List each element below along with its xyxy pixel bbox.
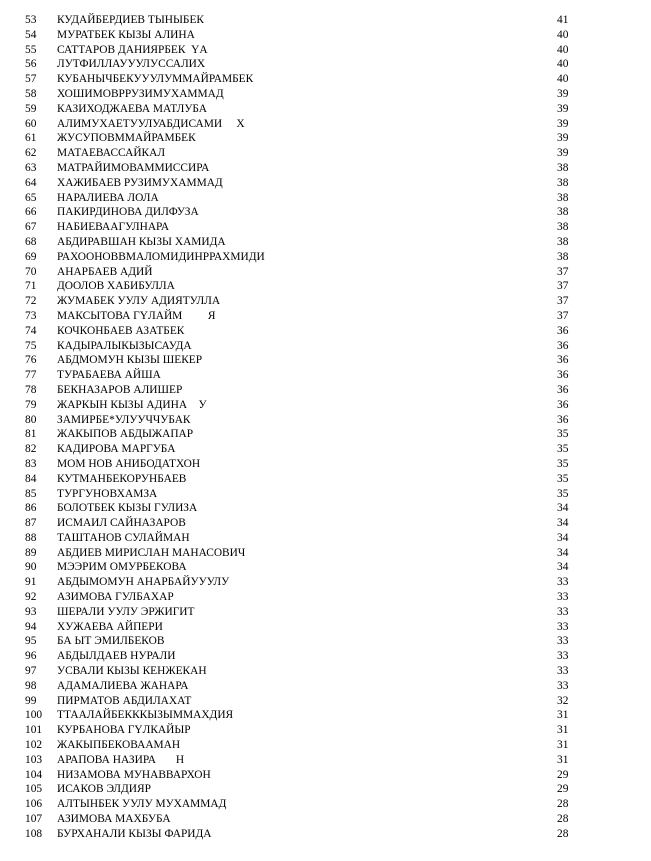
list-row [0,546,651,561]
row-number: 103 [25,753,43,766]
score-value: 41 [557,14,569,26]
student-name: ЖУСУПОВММАЙРАМБЕК [57,132,196,145]
row-number: 67 [25,221,37,234]
row-number: 93 [25,605,37,618]
row-number: 91 [25,576,37,589]
score-value: 36 [557,383,569,396]
row-number: 80 [25,413,37,426]
student-name: БА ЫТ ЭМИЛБЕКОВ [57,635,165,648]
list-row [0,723,651,738]
row-number: 98 [25,679,37,692]
row-number: 63 [25,161,37,174]
student-name: УСВАЛИ КЫЗЫ КЕНЖЕКАН [57,665,207,678]
student-name: ДООЛОВ ХАБИБУЛЛА [57,280,175,293]
list-row [0,87,651,102]
student-name: НАБИЕВААГУЛНАРА [57,221,170,234]
student-name: ХУЖАЕВА АЙПЕРИ [57,620,163,633]
row-number: 53 [25,14,37,26]
row-number: 79 [25,398,37,411]
score-value: 28 [557,813,569,826]
list-row [0,161,651,176]
row-number: 59 [25,102,37,115]
row-number: 82 [25,443,37,456]
list-row [0,487,651,502]
student-name: КУДАЙБЕРДИЕВ ТЫНЫБЕК [57,14,205,26]
row-number: 81 [25,428,37,441]
row-number: 73 [25,309,37,322]
row-number: 95 [25,635,37,648]
list-row [0,827,651,842]
row-number: 90 [25,561,37,574]
student-name: ХОШИМОВРРУЗИМУХАММАД [57,87,224,100]
list-row [0,679,651,694]
student-name: ЖАРКЫН КЫЗЫ АДИНА У [57,398,207,411]
row-number: 77 [25,369,37,382]
score-value: 28 [557,827,569,840]
row-number: 85 [25,487,37,500]
score-value: 33 [557,650,569,663]
row-number: 96 [25,650,37,663]
list-row [0,235,651,250]
student-name: ТТААЛАЙБЕКККЫЗЫММАХДИЯ [57,709,234,722]
student-name: КАДИРОВА МАРГУБА [57,443,176,456]
row-number: 72 [25,295,37,308]
score-value: 33 [557,679,569,692]
list-row [0,620,651,635]
row-number: 68 [25,235,37,248]
list-row [0,560,651,575]
student-name: ЖУМАБЕК УУЛУ АДИЯТУЛЛА [57,295,221,308]
row-number: 74 [25,324,37,337]
list-row [0,28,651,43]
score-value: 31 [557,753,569,766]
row-number: 60 [25,117,37,130]
row-number: 56 [25,58,37,71]
student-name: ХАЖИБАЕВ РУЗИМУХАММАД [57,176,223,189]
list-row [0,768,651,783]
row-number: 69 [25,250,37,263]
score-value: 33 [557,635,569,648]
list-row [0,694,651,709]
list-row [0,131,651,146]
ranking-list [0,13,651,842]
score-value: 38 [557,176,569,189]
student-name: КАЗИХОДЖАЕВА МАТЛУБА [57,102,208,115]
score-value: 39 [557,147,569,160]
row-number: 54 [25,28,37,41]
student-name: ЛУТФИЛЛАУУУЛУССАЛИХ [57,58,206,71]
score-value: 36 [557,339,569,352]
score-value: 29 [557,783,569,796]
score-value: 33 [557,620,569,633]
score-value: 39 [557,102,569,115]
score-value: 39 [557,132,569,145]
score-value: 28 [557,798,569,811]
student-name: ПИРМАТОВ АБДИЛАХАТ [57,694,192,707]
score-value: 33 [557,665,569,678]
row-number: 105 [25,783,43,796]
list-row [0,427,651,442]
row-number: 78 [25,383,37,396]
student-name: АЗИМОВА ГУЛБАХАР [57,591,174,604]
row-number: 70 [25,265,37,278]
student-name: ШЕРАЛИ УУЛУ ЭРЖИГИТ [57,605,195,618]
row-number: 58 [25,87,37,100]
score-value: 35 [557,457,569,470]
score-value: 32 [557,694,569,707]
list-row [0,413,651,428]
row-number: 94 [25,620,37,633]
list-row [0,590,651,605]
row-number: 66 [25,206,37,219]
list-row [0,516,651,531]
score-value: 40 [557,58,569,71]
list-row [0,575,651,590]
row-number: 102 [25,739,43,752]
student-name: КУБАНЫЧБЕКУУУЛУММАЙРАМБЕК [57,73,254,86]
student-name: РАХООНОВВМАЛОМИДИНРРАХМИДИ [57,250,265,263]
score-value: 34 [557,531,569,544]
list-row [0,57,651,72]
student-name: МЭЭРИМ ОМУРБЕКОВА [57,561,187,574]
student-name: ТУРАБАЕВА АЙША [57,369,161,382]
student-name: КУТМАНБЕКОРУНБАЕВ [57,472,187,485]
student-name: МУРАТБЕК КЫЗЫ АЛИНА [57,28,195,41]
student-name: АЛИМУХАЕТУУЛУАБДИСАМИ Х [57,117,245,130]
row-number: 97 [25,665,37,678]
list-row [0,205,651,220]
student-name: АБДЫМОМУН АНАРБАЙУУУЛУ [57,576,230,589]
student-name: КОЧКОНБАЕВ АЗАТБЕК [57,324,185,337]
row-number: 84 [25,472,37,485]
student-name: ЗАМИРБЕ*УЛУУЧЧУБАК [57,413,191,426]
list-row [0,309,651,324]
list-row [0,634,651,649]
row-number: 104 [25,768,43,781]
student-name: АДАМАЛИЕВА ЖАНАРА [57,679,189,692]
row-number: 62 [25,147,37,160]
list-row [0,368,651,383]
student-name: МАТАЕВАССАЙКАЛ [57,147,166,160]
list-row [0,13,651,28]
row-number: 100 [25,709,43,722]
student-name: БОЛОТБЕК КЫЗЫ ГУЛИЗА [57,502,198,515]
row-number: 88 [25,531,37,544]
score-value: 36 [557,354,569,367]
score-value: 35 [557,443,569,456]
student-name: НИЗАМОВА МУНАВВАРХОН [57,768,211,781]
list-row [0,708,651,723]
score-value: 36 [557,398,569,411]
list-row [0,176,651,191]
list-row [0,472,651,487]
score-value: 40 [557,28,569,41]
student-name: АНАРБАЕВ АДИЙ [57,265,153,278]
score-value: 37 [557,280,569,293]
score-value: 37 [557,309,569,322]
list-row [0,117,651,132]
score-value: 34 [557,546,569,559]
row-number: 71 [25,280,37,293]
row-number: 89 [25,546,37,559]
student-name: МОМ НОВ АНИБОДАТХОН [57,457,201,470]
list-row [0,43,651,58]
score-value: 31 [557,709,569,722]
student-name: ЖАКЫПОВ АБДЫЖАПАР [57,428,194,441]
score-value: 34 [557,517,569,530]
score-value: 39 [557,117,569,130]
score-value: 34 [557,561,569,574]
score-value: 35 [557,428,569,441]
list-row [0,250,651,265]
score-value: 36 [557,413,569,426]
student-name: АБДМОМУН КЫЗЫ ШЕКЕР [57,354,203,367]
list-row [0,605,651,620]
score-value: 35 [557,487,569,500]
student-name: АБДИЕВ МИРИСЛАН МАНАСОВИЧ [57,546,246,559]
list-row [0,501,651,516]
student-name: АБДЫЛДАЕВ НУРАЛИ [57,650,176,663]
score-value: 40 [557,43,569,56]
student-name: АЗИМОВА МАХБУБА [57,813,171,826]
student-name: САТТАРОВ ДАНИЯРБЕК ҮА [57,43,208,56]
student-name: ЖАКЫПБЕКОВААМАН [57,739,181,752]
row-number: 107 [25,813,43,826]
score-value: 39 [557,87,569,100]
list-row [0,649,651,664]
student-name: МАТРАЙИМОВАММИССИРА [57,161,210,174]
list-row [0,442,651,457]
row-number: 106 [25,798,43,811]
student-name: ИСМАИЛ САЙНАЗАРОВ [57,517,186,530]
student-name: НАРАЛИЕВА ЛОЛА [57,191,159,204]
list-row [0,738,651,753]
list-row [0,294,651,309]
row-number: 92 [25,591,37,604]
score-value: 29 [557,768,569,781]
list-row [0,353,651,368]
score-value: 38 [557,221,569,234]
row-number: 99 [25,694,37,707]
list-row [0,339,651,354]
list-row [0,531,651,546]
list-row [0,102,651,117]
list-row [0,191,651,206]
row-number: 101 [25,724,43,737]
score-value: 35 [557,472,569,485]
score-value: 38 [557,206,569,219]
list-row [0,265,651,280]
list-row [0,664,651,679]
list-row [0,279,651,294]
row-number: 86 [25,502,37,515]
student-name: БЕКНАЗАРОВ АЛИШЕР [57,383,183,396]
student-name: КУРБАНОВА ГҮЛКАЙЫР [57,724,191,737]
row-number: 61 [25,132,37,145]
row-number: 75 [25,339,37,352]
list-row [0,797,651,812]
student-name: МАКСЫТОВА ГҮЛАЙМ Я [57,309,216,322]
student-name: АЛТЫНБЕК УУЛУ МУХАММАД [57,798,227,811]
score-value: 33 [557,591,569,604]
score-value: 38 [557,161,569,174]
list-row [0,146,651,161]
row-number: 76 [25,354,37,367]
score-value: 33 [557,576,569,589]
student-name: АБДИРАВШАН КЫЗЫ ХАМИДА [57,235,226,248]
student-name: ТУРГУНОВХАМЗА [57,487,158,500]
list-row [0,220,651,235]
row-number: 57 [25,73,37,86]
list-row [0,457,651,472]
score-value: 37 [557,265,569,278]
list-row [0,324,651,339]
score-value: 37 [557,295,569,308]
row-number: 87 [25,517,37,530]
student-name: КАДЫРАЛЫКЫЗЫСАУДА [57,339,192,352]
list-row [0,782,651,797]
list-row [0,398,651,413]
score-value: 38 [557,191,569,204]
student-name: ТАШТАНОВ СУЛАЙМАН [57,531,190,544]
row-number: 64 [25,176,37,189]
list-row [0,812,651,827]
score-value: 31 [557,724,569,737]
student-name: АРАПОВА НАЗИРА Н [57,753,185,766]
row-number: 83 [25,457,37,470]
score-value: 36 [557,369,569,382]
student-name: БУРХАНАЛИ КЫЗЫ ФАРИДА [57,827,212,840]
score-value: 38 [557,250,569,263]
score-value: 36 [557,324,569,337]
student-name: ПАКИРДИНОВА ДИЛФУЗА [57,206,199,219]
list-row [0,753,651,768]
row-number: 108 [25,827,43,840]
list-row [0,383,651,398]
score-value: 38 [557,235,569,248]
score-value: 33 [557,605,569,618]
score-value: 31 [557,739,569,752]
student-name: ИСАКОВ ЭЛДИЯР [57,783,151,796]
row-number: 55 [25,43,37,56]
row-number: 65 [25,191,37,204]
list-row [0,72,651,87]
score-value: 34 [557,502,569,515]
score-value: 40 [557,73,569,86]
